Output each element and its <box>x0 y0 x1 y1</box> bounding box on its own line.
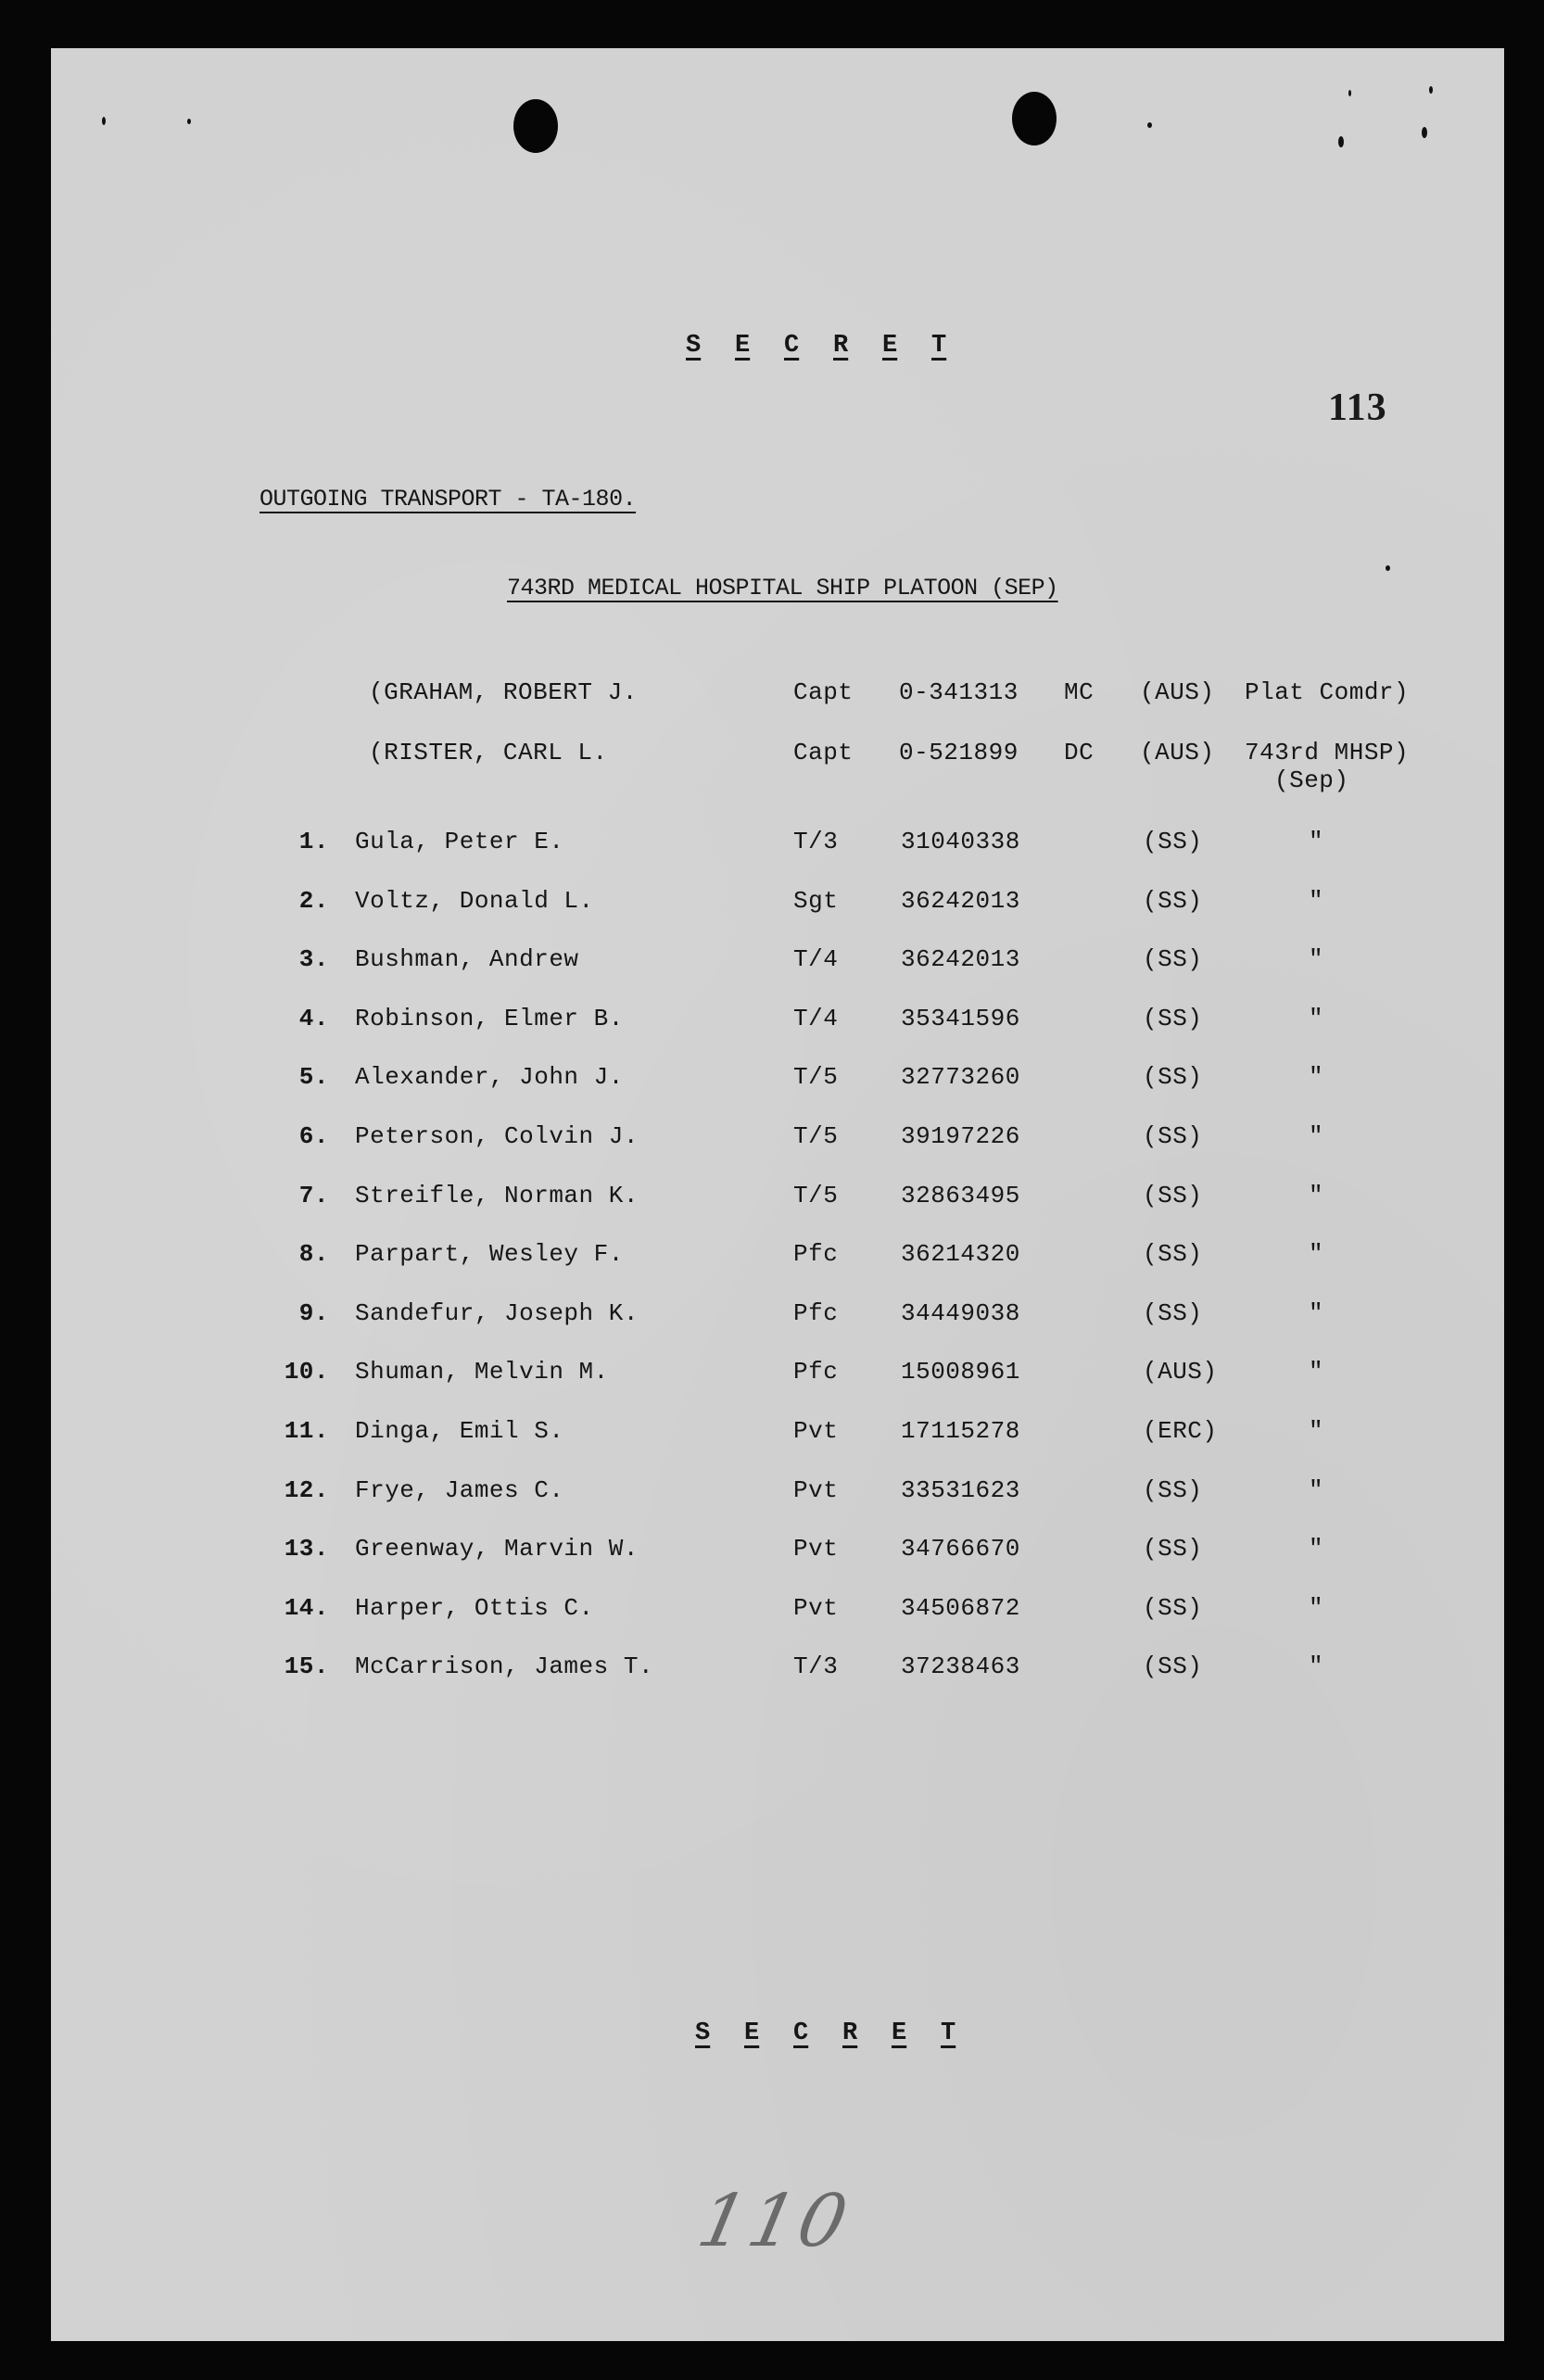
enlisted-name: Greenway, Marvin W. <box>355 1535 639 1563</box>
unit-heading: 743RD MEDICAL HOSPITAL SHIP PLATOON (SEP) <box>507 575 1058 601</box>
speck <box>1348 90 1351 96</box>
row-number: 14. <box>284 1594 329 1622</box>
enlisted-serial: 34449038 <box>901 1299 1020 1327</box>
officer-component: (AUS) <box>1140 739 1215 766</box>
enlisted-name: Robinson, Elmer B. <box>355 1005 624 1032</box>
officer-remarks: 743rd MHSP) <box>1245 739 1410 766</box>
secret-letter: E <box>735 332 751 360</box>
enlisted-name: Peterson, Colvin J. <box>355 1122 639 1150</box>
row-number: 10. <box>284 1358 329 1386</box>
enlisted-rank: Pvt <box>793 1535 839 1563</box>
ditto-mark: " <box>1309 887 1324 915</box>
enlisted-name: Parpart, Wesley F. <box>355 1240 624 1268</box>
row-number: 6. <box>298 1122 329 1150</box>
enlisted-serial: 37238463 <box>901 1652 1020 1680</box>
enlisted-component: (SS) <box>1143 1476 1203 1504</box>
enlisted-name: Frye, James C. <box>355 1476 564 1504</box>
officer-remarks: Plat Comdr) <box>1245 678 1410 706</box>
enlisted-name: Dinga, Emil S. <box>355 1417 564 1445</box>
row-number: 7. <box>298 1182 329 1209</box>
enlisted-rank: Sgt <box>793 887 839 915</box>
officer-serial: 0-341313 <box>899 678 1019 706</box>
enlisted-rank: T/5 <box>793 1063 839 1091</box>
row-number: 11. <box>284 1417 329 1445</box>
secret-letter: C <box>793 2019 809 2047</box>
officer-serial: 0-521899 <box>899 739 1019 766</box>
enlisted-serial: 31040338 <box>901 828 1020 855</box>
speck <box>1386 565 1390 571</box>
ditto-mark: " <box>1309 1358 1324 1386</box>
officer-name: (RISTER, CARL L. <box>369 739 608 766</box>
enlisted-serial: 34766670 <box>901 1535 1020 1563</box>
document-page <box>51 48 1504 2341</box>
enlisted-component: (SS) <box>1143 1005 1203 1032</box>
enlisted-name: Sandefur, Joseph K. <box>355 1299 639 1327</box>
enlisted-rank: T/3 <box>793 828 839 855</box>
ditto-mark: " <box>1309 945 1324 973</box>
page-number: 113 <box>1328 386 1387 429</box>
enlisted-name: Alexander, John J. <box>355 1063 624 1091</box>
speck <box>1338 136 1344 147</box>
enlisted-rank: Pfc <box>793 1358 839 1386</box>
ditto-mark: " <box>1309 1182 1324 1209</box>
enlisted-component: (SS) <box>1143 1063 1203 1091</box>
enlisted-component: (SS) <box>1143 1594 1203 1622</box>
enlisted-component: (SS) <box>1143 828 1203 855</box>
officer-rank: Capt <box>793 678 854 706</box>
secret-letter: E <box>892 2019 907 2047</box>
enlisted-rank: T/4 <box>793 945 839 973</box>
enlisted-name: Bushman, Andrew <box>355 945 579 973</box>
enlisted-rank: Pfc <box>793 1299 839 1327</box>
enlisted-component: (SS) <box>1143 1299 1203 1327</box>
officer-remarks-continued: (Sep) <box>1274 766 1349 794</box>
transport-heading: OUTGOING TRANSPORT - TA-180. <box>259 486 637 513</box>
classification-bottom <box>695 2019 990 2047</box>
enlisted-serial: 17115278 <box>901 1417 1020 1445</box>
enlisted-component: (ERC) <box>1143 1417 1218 1445</box>
enlisted-rank: T/4 <box>793 1005 839 1032</box>
enlisted-rank: T/5 <box>793 1122 839 1150</box>
speck <box>1429 86 1433 94</box>
enlisted-serial: 36242013 <box>901 887 1020 915</box>
enlisted-serial: 32863495 <box>901 1182 1020 1209</box>
enlisted-name: McCarrison, James T. <box>355 1652 654 1680</box>
row-number: 9. <box>298 1299 329 1327</box>
enlisted-serial: 39197226 <box>901 1122 1020 1150</box>
enlisted-name: Shuman, Melvin M. <box>355 1358 609 1386</box>
ditto-mark: " <box>1309 1240 1324 1268</box>
enlisted-serial: 15008961 <box>901 1358 1020 1386</box>
officer-branch: DC <box>1064 739 1095 766</box>
secret-letter: T <box>931 332 947 360</box>
ditto-mark: " <box>1309 1063 1324 1091</box>
enlisted-rank: Pfc <box>793 1240 839 1268</box>
enlisted-serial: 32773260 <box>901 1063 1020 1091</box>
punch-hole-right <box>1012 92 1057 146</box>
row-number: 8. <box>298 1240 329 1268</box>
enlisted-name: Harper, Ottis C. <box>355 1594 594 1622</box>
enlisted-name: Streifle, Norman K. <box>355 1182 639 1209</box>
secret-letter: S <box>686 332 702 360</box>
handwritten-folio-number: 110 <box>690 2180 858 2263</box>
enlisted-component: (SS) <box>1143 1652 1203 1680</box>
ditto-mark: " <box>1309 828 1324 855</box>
enlisted-serial: 34506872 <box>901 1594 1020 1622</box>
row-number: 2. <box>298 887 329 915</box>
enlisted-serial: 33531623 <box>901 1476 1020 1504</box>
secret-letter: E <box>744 2019 760 2047</box>
officer-name: (GRAHAM, ROBERT J. <box>369 678 638 706</box>
ditto-mark: " <box>1309 1417 1324 1445</box>
enlisted-rank: Pvt <box>793 1476 839 1504</box>
ditto-mark: " <box>1309 1005 1324 1032</box>
row-number: 13. <box>284 1535 329 1563</box>
punch-hole-left <box>513 99 558 153</box>
enlisted-name: Gula, Peter E. <box>355 828 564 855</box>
ditto-mark: " <box>1309 1535 1324 1563</box>
enlisted-component: (SS) <box>1143 1535 1203 1563</box>
enlisted-component: (AUS) <box>1143 1358 1218 1386</box>
speck <box>187 119 191 124</box>
ditto-mark: " <box>1309 1299 1324 1327</box>
speck <box>1147 122 1152 128</box>
row-number: 15. <box>284 1652 329 1680</box>
enlisted-component: (SS) <box>1143 887 1203 915</box>
enlisted-serial: 36214320 <box>901 1240 1020 1268</box>
row-number: 5. <box>298 1063 329 1091</box>
enlisted-name: Voltz, Donald L. <box>355 887 594 915</box>
ditto-mark: " <box>1309 1652 1324 1680</box>
ditto-mark: " <box>1309 1122 1324 1150</box>
ditto-mark: " <box>1309 1476 1324 1504</box>
officer-component: (AUS) <box>1140 678 1215 706</box>
enlisted-rank: Pvt <box>793 1594 839 1622</box>
enlisted-component: (SS) <box>1143 1240 1203 1268</box>
enlisted-component: (SS) <box>1143 1122 1203 1150</box>
enlisted-rank: T/5 <box>793 1182 839 1209</box>
row-number: 1. <box>298 828 329 855</box>
officer-rank: Capt <box>793 739 854 766</box>
secret-letter: R <box>833 332 849 360</box>
row-number: 4. <box>298 1005 329 1032</box>
secret-letter: T <box>941 2019 956 2047</box>
officer-branch: MC <box>1064 678 1095 706</box>
row-number: 12. <box>284 1476 329 1504</box>
enlisted-serial: 35341596 <box>901 1005 1020 1032</box>
enlisted-component: (SS) <box>1143 1182 1203 1209</box>
speck <box>1422 127 1427 138</box>
row-number: 3. <box>298 945 329 973</box>
secret-letter: R <box>842 2019 858 2047</box>
enlisted-rank: T/3 <box>793 1652 839 1680</box>
enlisted-rank: Pvt <box>793 1417 839 1445</box>
secret-letter: S <box>695 2019 711 2047</box>
enlisted-serial: 36242013 <box>901 945 1020 973</box>
secret-letter: E <box>882 332 898 360</box>
secret-letter: C <box>784 332 800 360</box>
enlisted-component: (SS) <box>1143 945 1203 973</box>
speck <box>102 117 106 125</box>
classification-top <box>686 332 981 360</box>
ditto-mark: " <box>1309 1594 1324 1622</box>
